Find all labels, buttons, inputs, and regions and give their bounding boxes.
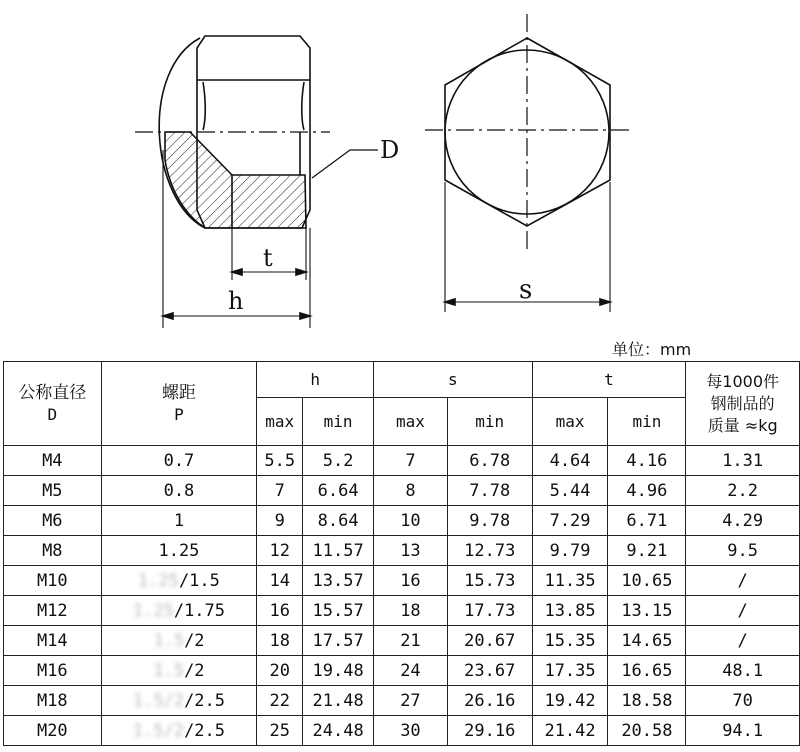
cell-s-max: 8	[374, 476, 448, 506]
header-pitch-label: 螺距	[161, 382, 196, 403]
table-row	[4, 536, 800, 566]
cell-s-max: 24	[374, 656, 448, 686]
cell-d: M20	[4, 716, 102, 746]
cell-pitch-value: /2	[184, 660, 205, 681]
header-diameter-label: 公称直径	[18, 382, 87, 403]
cell-d: M4	[4, 446, 102, 476]
header-t-min: min	[608, 398, 686, 446]
side-view	[135, 36, 378, 328]
cell-h-min: 17.57	[303, 626, 374, 656]
cell-s-min: 29.16	[447, 716, 532, 746]
cell-pitch-obscured: 1.5	[153, 660, 185, 681]
cell-d: M14	[4, 626, 102, 656]
header-pitch-symbol: P	[174, 404, 184, 424]
cell-pitch-obscured: 1.25	[132, 600, 174, 621]
cell-t-max: 9.79	[532, 536, 608, 566]
cell-p	[101, 626, 257, 656]
cell-s-max: 7	[374, 446, 448, 476]
cell-p: 1	[101, 506, 257, 536]
cell-h-max: 9	[257, 506, 303, 536]
header-s-min: min	[447, 398, 532, 446]
table-row	[4, 596, 800, 626]
cell-t-min: 14.65	[608, 626, 686, 656]
cell-p: 0.8	[101, 476, 257, 506]
cell-h-max: 14	[257, 566, 303, 596]
cell-h-min: 21.48	[303, 686, 374, 716]
header-diameter	[4, 362, 102, 446]
cell-p: 0.7	[101, 446, 257, 476]
cell-h-min: 13.57	[303, 566, 374, 596]
label-s: s	[519, 275, 533, 305]
cell-mass: 48.1	[686, 656, 800, 686]
header-mass-line1: 每1000件	[706, 371, 780, 391]
cell-t-max: 19.42	[532, 686, 608, 716]
cell-s-min: 15.73	[447, 566, 532, 596]
cell-s-min: 26.16	[447, 686, 532, 716]
cell-mass: /	[686, 596, 800, 626]
cell-t-max: 15.35	[532, 626, 608, 656]
header-pitch	[101, 362, 257, 446]
cell-d: M10	[4, 566, 102, 596]
header-mass-line2: 钢制品的	[710, 393, 775, 413]
cell-mass: 94.1	[686, 716, 800, 746]
cell-t-max: 17.35	[532, 656, 608, 686]
cell-p	[101, 596, 257, 626]
table-row	[4, 716, 800, 746]
cell-s-min: 12.73	[447, 536, 532, 566]
cell-p	[101, 656, 257, 686]
cell-p	[101, 686, 257, 716]
cell-mass: 1.31	[686, 446, 800, 476]
cell-h-max: 7	[257, 476, 303, 506]
table-row	[4, 506, 800, 536]
cell-d: M5	[4, 476, 102, 506]
cell-h-min: 19.48	[303, 656, 374, 686]
header-h-min: min	[303, 398, 374, 446]
cell-pitch-value: /2.5	[184, 720, 226, 741]
cell-pitch-obscured: 1.5	[153, 630, 185, 651]
table-row	[4, 566, 800, 596]
table-row	[4, 656, 800, 686]
cell-pitch-value: /1.5	[178, 570, 220, 591]
cell-mass: /	[686, 626, 800, 656]
cell-d: M16	[4, 656, 102, 686]
table-row	[4, 626, 800, 656]
cell-s-max: 10	[374, 506, 448, 536]
cell-h-min: 24.48	[303, 716, 374, 746]
cell-h-max: 25	[257, 716, 303, 746]
cell-mass: 9.5	[686, 536, 800, 566]
cell-pitch-obscured: 1.5/2	[132, 720, 185, 741]
cell-p	[101, 716, 257, 746]
header-h-max: max	[257, 398, 303, 446]
cell-t-max: 21.42	[532, 716, 608, 746]
cell-pitch-value: /1.75	[173, 600, 226, 621]
cell-t-max: 5.44	[532, 476, 608, 506]
cell-d: M6	[4, 506, 102, 536]
top-view	[425, 14, 632, 312]
header-mass	[686, 362, 800, 446]
cell-pitch-value: /2	[184, 630, 205, 651]
cell-h-max: 22	[257, 686, 303, 716]
cell-d: M8	[4, 536, 102, 566]
cell-t-min: 10.65	[608, 566, 686, 596]
table-row	[4, 446, 800, 476]
header-t-max: max	[532, 398, 608, 446]
cell-h-min: 15.57	[303, 596, 374, 626]
cell-t-max: 13.85	[532, 596, 608, 626]
cell-h-min: 6.64	[303, 476, 374, 506]
table-body	[4, 446, 800, 746]
cell-t-min: 4.16	[608, 446, 686, 476]
label-t: t	[263, 244, 273, 272]
cell-h-max: 12	[257, 536, 303, 566]
cell-s-max: 16	[374, 566, 448, 596]
cell-s-min: 20.67	[447, 626, 532, 656]
header-diameter-symbol: D	[47, 404, 58, 424]
cell-t-min: 20.58	[608, 716, 686, 746]
cell-h-min: 11.57	[303, 536, 374, 566]
unit-label: 单位：mm	[612, 340, 692, 359]
table-row	[4, 476, 800, 506]
cell-pitch-obscured: 1.5/2	[132, 690, 185, 711]
cell-d: M18	[4, 686, 102, 716]
cell-p	[101, 566, 257, 596]
cell-s-max: 21	[374, 626, 448, 656]
label-h: h	[228, 287, 244, 315]
cell-h-max: 18	[257, 626, 303, 656]
cell-s-min: 23.67	[447, 656, 532, 686]
cell-t-min: 18.58	[608, 686, 686, 716]
cell-t-min: 6.71	[608, 506, 686, 536]
cell-pitch-value: /2.5	[184, 690, 226, 711]
cell-h-min: 5.2	[303, 446, 374, 476]
cell-h-min: 8.64	[303, 506, 374, 536]
cell-h-max: 5.5	[257, 446, 303, 476]
header-h: h	[257, 362, 374, 398]
header-s: s	[374, 362, 533, 398]
cell-pitch-obscured: 1.25	[137, 570, 179, 591]
cell-mass: 4.29	[686, 506, 800, 536]
cell-s-max: 18	[374, 596, 448, 626]
header-s-max: max	[374, 398, 448, 446]
cell-s-min: 9.78	[447, 506, 532, 536]
cell-s-min: 17.73	[447, 596, 532, 626]
cap-nut-drawing	[0, 0, 800, 360]
header-mass-line3: 质量 ≈kg	[707, 415, 778, 435]
label-d: D	[380, 136, 400, 164]
cell-s-min: 6.78	[447, 446, 532, 476]
cell-mass: 2.2	[686, 476, 800, 506]
cell-t-min: 13.15	[608, 596, 686, 626]
table-row	[4, 686, 800, 716]
cell-p: 1.25	[101, 536, 257, 566]
cell-s-max: 13	[374, 536, 448, 566]
cell-mass: 70	[686, 686, 800, 716]
cell-d: M12	[4, 596, 102, 626]
cell-t-min: 16.65	[608, 656, 686, 686]
cell-t-min: 9.21	[608, 536, 686, 566]
cell-t-min: 4.96	[608, 476, 686, 506]
dimension-table	[3, 361, 800, 746]
cell-h-max: 20	[257, 656, 303, 686]
cell-mass: /	[686, 566, 800, 596]
cell-s-max: 27	[374, 686, 448, 716]
header-t: t	[532, 362, 686, 398]
cell-h-max: 16	[257, 596, 303, 626]
cell-t-max: 7.29	[532, 506, 608, 536]
cell-s-min: 7.78	[447, 476, 532, 506]
cell-s-max: 30	[374, 716, 448, 746]
cell-t-max: 11.35	[532, 566, 608, 596]
cell-t-max: 4.64	[532, 446, 608, 476]
